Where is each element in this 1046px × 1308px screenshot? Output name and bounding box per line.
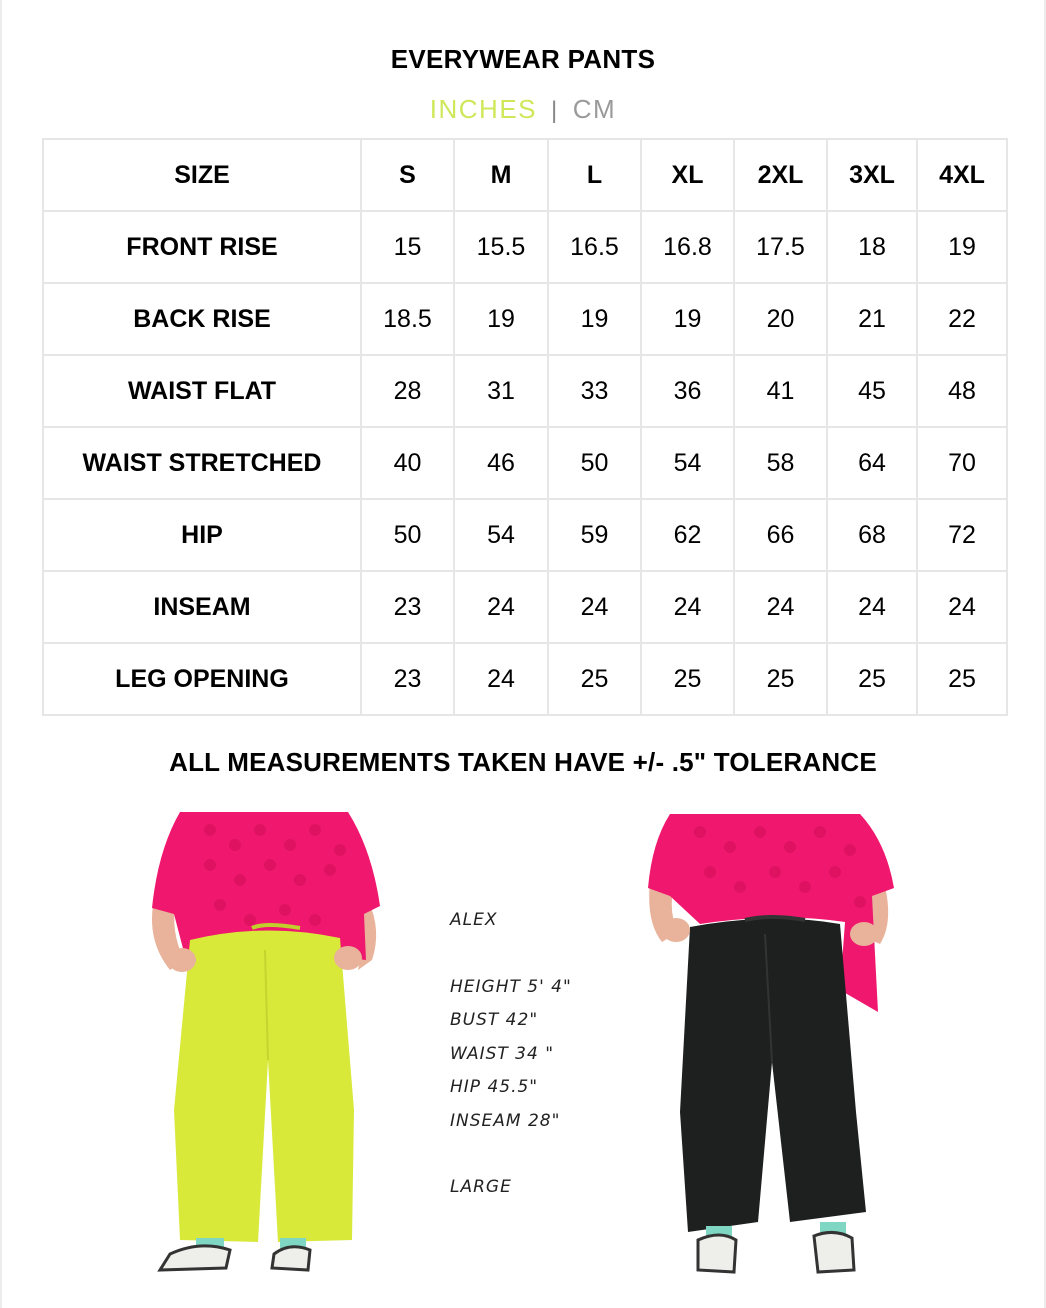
table-cell: 25 (827, 643, 917, 715)
model-height: HEIGHT 5' 4" (450, 976, 572, 997)
spacer (450, 938, 620, 971)
model-waist: WAIST 34 " (450, 1043, 555, 1064)
table-cell: 28 (361, 355, 454, 427)
size-chart-table (42, 138, 1008, 716)
table-cell: 24 (454, 571, 548, 643)
table-cell: 31 (454, 355, 548, 427)
size-column-header: 2XL (734, 139, 827, 211)
model-bust: BUST 42" (450, 1010, 539, 1030)
model-photo-lime-pants (140, 810, 390, 1280)
table-cell: 24 (734, 571, 827, 643)
table-cell: 48 (917, 355, 1007, 427)
table-cell: 62 (641, 499, 734, 571)
table-cell: 46 (454, 427, 548, 499)
model-info (450, 904, 620, 1205)
table-cell: 70 (917, 427, 1007, 499)
size-column-header: XL (641, 139, 734, 211)
table-row (43, 427, 1007, 499)
unit-cm-tab[interactable]: CM (572, 94, 617, 124)
size-column-header: 4XL (917, 139, 1007, 211)
table-cell: 40 (361, 427, 454, 499)
table-cell: 33 (548, 355, 641, 427)
table-cell: 50 (548, 427, 641, 499)
size-column-header: L (548, 139, 641, 211)
table-cell: 68 (827, 499, 917, 571)
row-label: INSEAM (43, 571, 361, 643)
table-cell: 19 (641, 283, 734, 355)
size-column-header: S (361, 139, 454, 211)
table-cell: 21 (827, 283, 917, 355)
table-row (43, 283, 1007, 355)
table-cell: 24 (827, 571, 917, 643)
table-cell: 23 (361, 571, 454, 643)
table-cell: 25 (548, 643, 641, 715)
table-cell: 50 (361, 499, 454, 571)
table-cell: 24 (454, 643, 548, 715)
table-cell: 24 (548, 571, 641, 643)
table-cell: 19 (548, 283, 641, 355)
row-label: WAIST STRETCHED (43, 427, 361, 499)
table-cell: 41 (734, 355, 827, 427)
table-cell: 25 (641, 643, 734, 715)
table-cell: 16.8 (641, 211, 734, 283)
size-column-header: 3XL (827, 139, 917, 211)
unit-separator: | (551, 97, 559, 124)
table-cell: 58 (734, 427, 827, 499)
table-row (43, 211, 1007, 283)
table-cell: 25 (917, 643, 1007, 715)
table-cell: 19 (917, 211, 1007, 283)
table-cell: 15 (361, 211, 454, 283)
table-cell: 19 (454, 283, 548, 355)
model-hip: HIP 45.5" (450, 1077, 539, 1097)
table-cell: 20 (734, 283, 827, 355)
table-cell: 22 (917, 283, 1007, 355)
row-label: FRONT RISE (43, 211, 361, 283)
table-header-row (43, 139, 1007, 211)
model-inseam: INSEAM 28" (450, 1110, 561, 1131)
model-name: ALEX (450, 910, 498, 930)
row-label: HIP (43, 499, 361, 571)
table-cell: 59 (548, 499, 641, 571)
size-column-header: M (454, 139, 548, 211)
row-label: WAIST FLAT (43, 355, 361, 427)
model-size: LARGE (450, 1177, 512, 1197)
table-row (43, 499, 1007, 571)
table-cell: 45 (827, 355, 917, 427)
table-cell: 54 (641, 427, 734, 499)
table-cell: 16.5 (548, 211, 641, 283)
table-row (43, 643, 1007, 715)
table-cell: 15.5 (454, 211, 548, 283)
page-title: EVERYWEAR PANTS (390, 44, 656, 74)
tolerance-note: ALL MEASUREMENTS TAKEN HAVE +/- .5" TOLERANCE (169, 747, 877, 777)
table-cell: 24 (917, 571, 1007, 643)
table-cell: 17.5 (734, 211, 827, 283)
table-row (43, 355, 1007, 427)
table-cell: 64 (827, 427, 917, 499)
table-cell: 36 (641, 355, 734, 427)
table-cell: 23 (361, 643, 454, 715)
row-label: LEG OPENING (43, 643, 361, 715)
model-photo-black-pants (640, 812, 910, 1282)
spacer (450, 1138, 620, 1171)
unit-inches-tab[interactable]: INCHES (429, 94, 538, 124)
table-cell: 54 (454, 499, 548, 571)
table-cell: 24 (641, 571, 734, 643)
unit-toggle (0, 94, 1046, 125)
table-cell: 18 (827, 211, 917, 283)
row-label: BACK RISE (43, 283, 361, 355)
table-cell: 72 (917, 499, 1007, 571)
table-cell: 25 (734, 643, 827, 715)
table-cell: 66 (734, 499, 827, 571)
table-cell: 18.5 (361, 283, 454, 355)
size-header: SIZE (43, 139, 361, 211)
table-row (43, 571, 1007, 643)
